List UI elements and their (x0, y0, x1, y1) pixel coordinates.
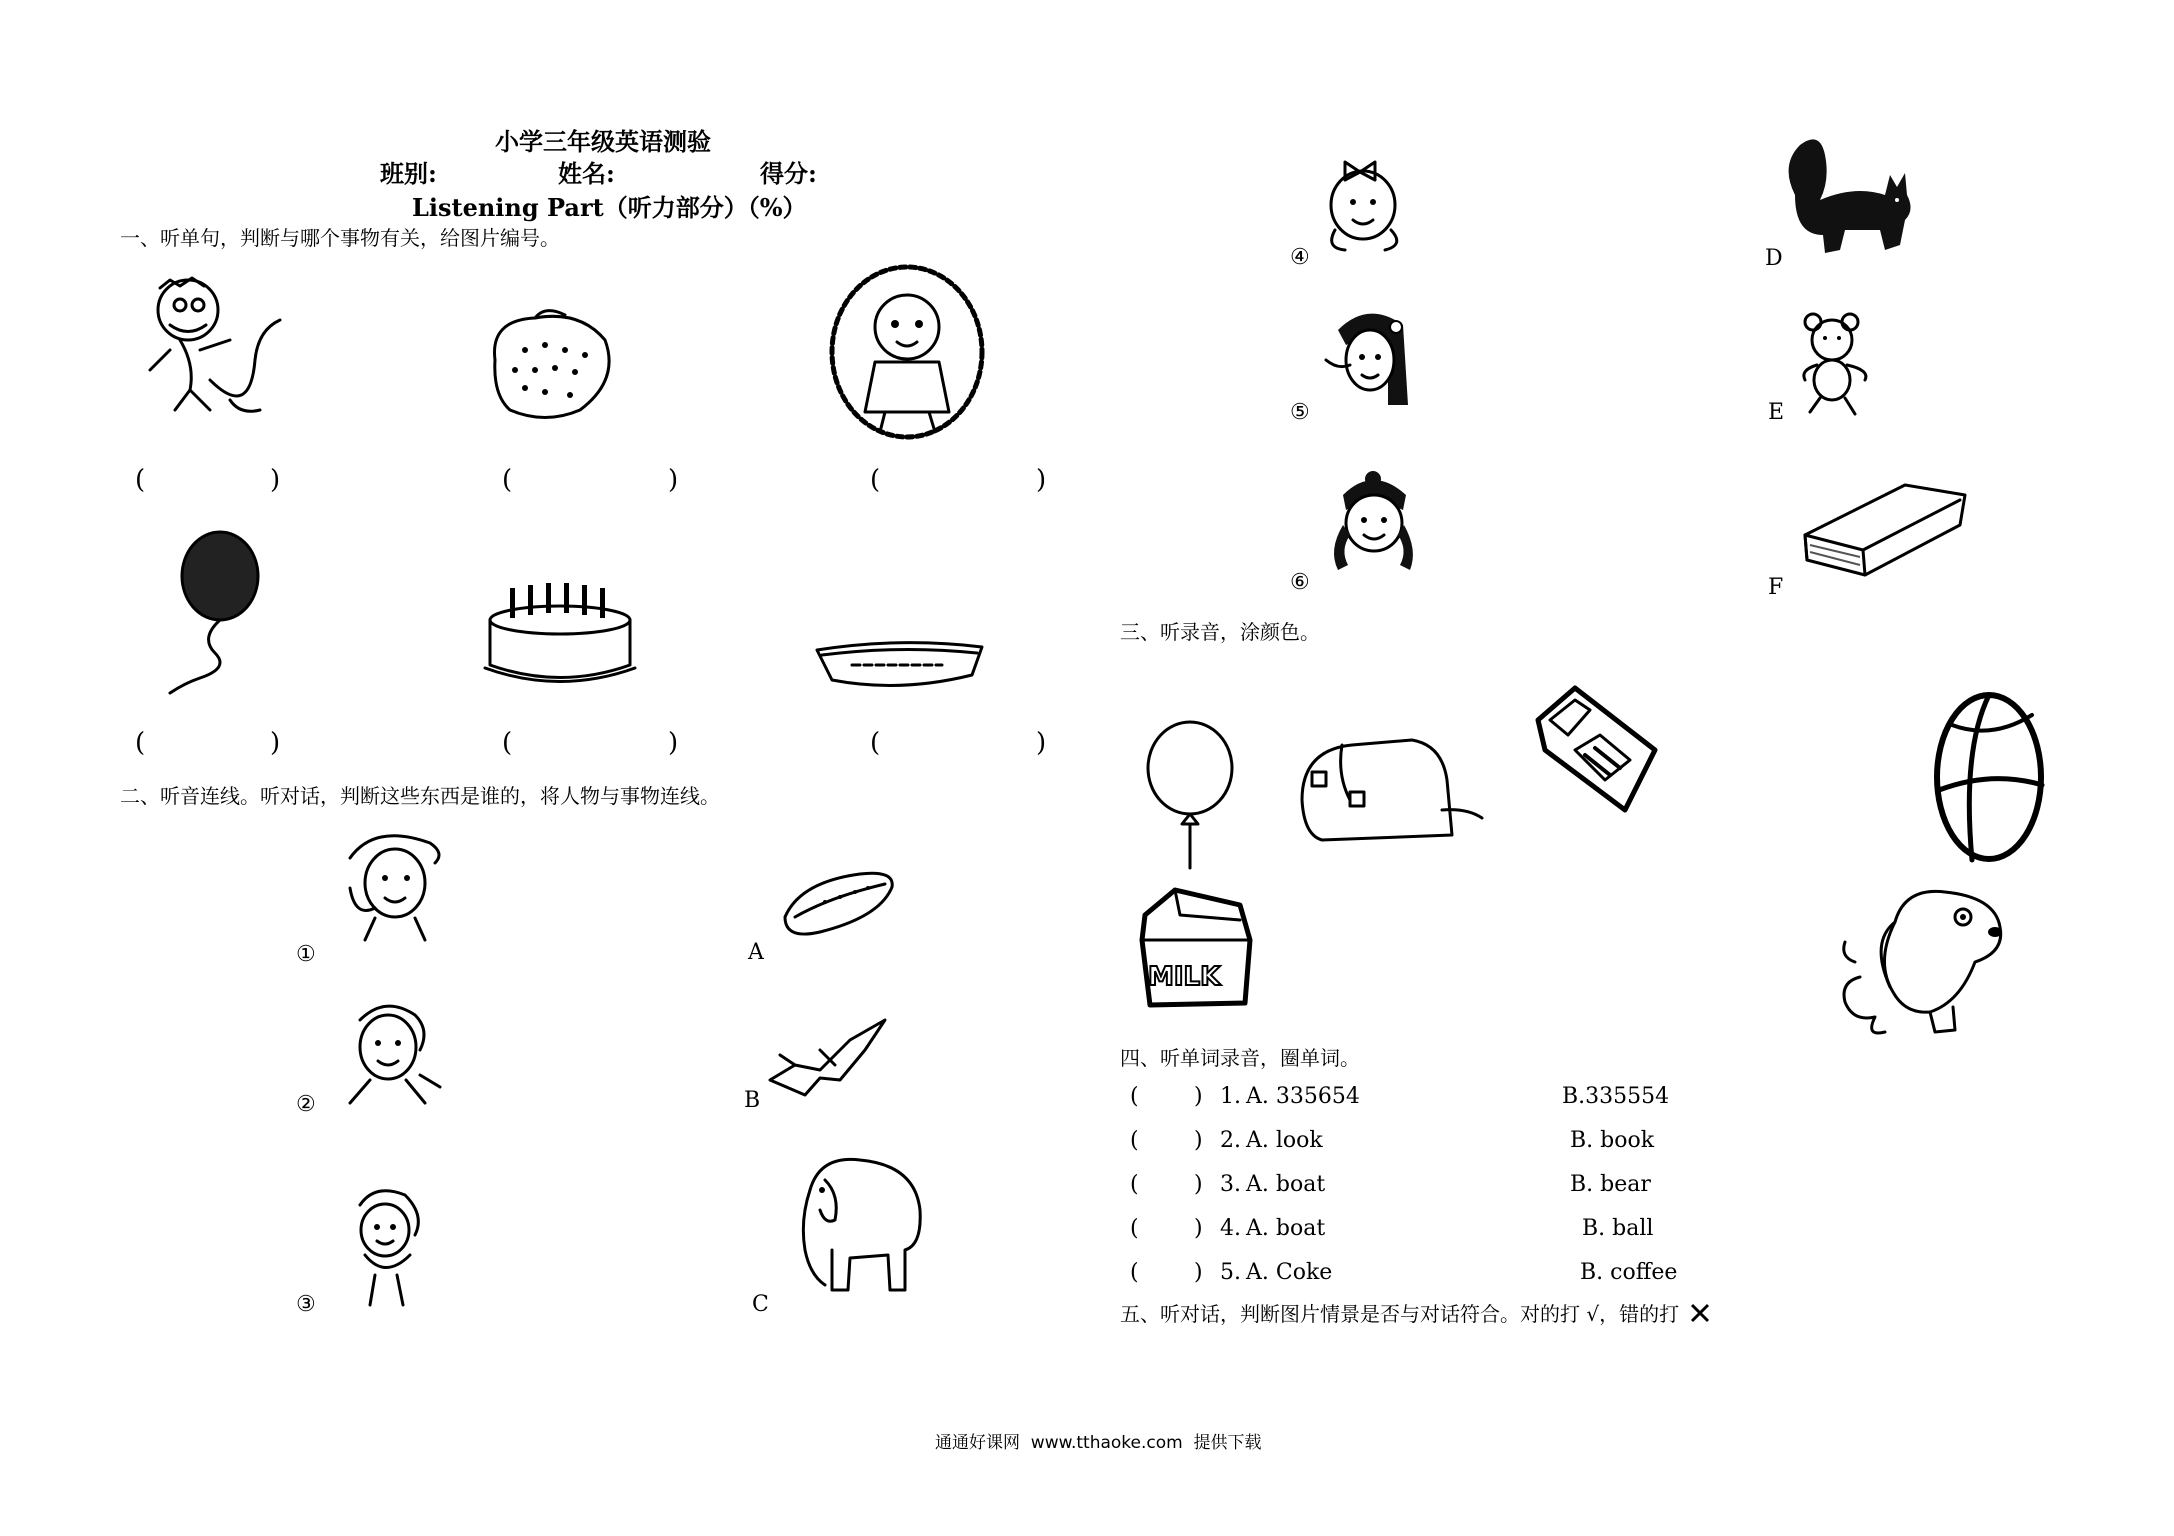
s1-paren-open-4: ( (135, 728, 146, 758)
footer-text: 通通好课网 www.tthaoke.com 提供下载 (935, 1433, 1262, 1453)
row-paren-open: ( (1130, 1216, 1139, 1241)
s1-paren-close-1: ) (270, 465, 281, 495)
section2-instruction: 二、听音连线。听对话，判断这些东西是谁的，将人物与事物连线。 (120, 784, 720, 808)
person-label-4: ④ (1290, 245, 1310, 270)
pencil-case-icon (1530, 680, 1665, 820)
option-a[interactable]: A. 335654 (1246, 1084, 1360, 1109)
section1-instruction: 一、听单句，判断与哪个事物有关，给图片编号。 (120, 226, 560, 250)
doll-icon (825, 262, 990, 442)
s1-paren-close-5: ) (668, 728, 679, 758)
book-icon (1795, 475, 1970, 585)
s1-paren-open-3: ( (870, 465, 881, 495)
s1-paren-close-6: ) (1036, 728, 1047, 758)
girl-pigtails-icon (1318, 465, 1428, 575)
boat-icon (812, 635, 987, 695)
row-paren-open: ( (1130, 1260, 1139, 1285)
monkey-icon (140, 270, 310, 430)
row-number: 5. (1220, 1260, 1241, 1285)
row-number: 3. (1220, 1172, 1241, 1197)
option-a[interactable]: A. Coke (1246, 1260, 1333, 1285)
cross-icon (1689, 1302, 1711, 1324)
thing-label-b: B (744, 1088, 761, 1113)
person-label-1: ① (296, 942, 316, 967)
class-label: 班别: (380, 159, 437, 188)
row-paren-close: ) (1194, 1260, 1203, 1285)
row-number: 1. (1220, 1084, 1241, 1109)
answer-row (1130, 1216, 1730, 1246)
section4-instruction: 四、听单词录音，圈单词。 (1120, 1046, 1360, 1070)
girl-short-hair-icon (335, 1185, 435, 1310)
option-b[interactable]: B. ball (1582, 1216, 1654, 1241)
thing-label-e: E (1768, 400, 1785, 425)
option-a[interactable]: A. boat (1246, 1216, 1326, 1241)
thing-label-c: C (752, 1292, 769, 1317)
person-label-3: ③ (296, 1292, 316, 1317)
s1-paren-close-2: ) (668, 465, 679, 495)
strawberry-icon (485, 300, 625, 430)
s1-paren-open-6: ( (870, 728, 881, 758)
milk-carton-text: MILK (1148, 962, 1221, 992)
s1-paren-open-1: ( (135, 465, 146, 495)
milk-carton-icon (1130, 885, 1255, 1010)
girl-long-hair-icon (1318, 305, 1418, 410)
s1-paren-close-4: ) (270, 728, 281, 758)
option-a[interactable]: A. look (1246, 1128, 1323, 1153)
person-label-6: ⑥ (1290, 570, 1310, 595)
basketball-icon (1932, 690, 2047, 865)
section3-instruction: 三、听录音，涂颜色。 (1120, 620, 1320, 644)
thing-label-a: A (748, 940, 764, 965)
s1-paren-open-5: ( (502, 728, 513, 758)
balloon-icon (160, 528, 270, 698)
row-paren-close: ) (1194, 1128, 1203, 1153)
name-label: 姓名: (558, 159, 615, 188)
section5-text: 五、听对话，判断图片情景是否与对话符合。对的打 √，错的打 (1120, 1302, 1680, 1326)
row-number: 2. (1220, 1128, 1241, 1153)
answer-row (1130, 1172, 1730, 1202)
s1-paren-close-3: ) (1036, 465, 1047, 495)
option-b[interactable]: B. book (1570, 1128, 1655, 1153)
row-paren-open: ( (1130, 1084, 1139, 1109)
option-a[interactable]: A. boat (1246, 1172, 1326, 1197)
row-paren-open: ( (1130, 1172, 1139, 1197)
section5-instruction (1120, 1298, 1711, 1327)
girl-bow-icon (1315, 150, 1415, 255)
school-bag-icon (1292, 730, 1487, 845)
birthday-cake-icon (480, 580, 640, 690)
person-label-5: ⑤ (1290, 400, 1310, 425)
answer-row (1130, 1128, 1730, 1158)
row-paren-close: ) (1194, 1172, 1203, 1197)
hot-dog-icon (780, 862, 900, 942)
part-title: Listening Part（听力部分）（%） (412, 193, 807, 222)
row-number: 4. (1220, 1216, 1241, 1241)
thing-label-f: F (1768, 575, 1784, 600)
answer-row (1130, 1260, 1730, 1290)
person-label-2: ② (296, 1092, 316, 1117)
plane-icon (760, 1010, 890, 1100)
page-title: 小学三年级英语测验 (495, 127, 711, 156)
row-paren-open: ( (1130, 1128, 1139, 1153)
thing-label-d: D (1765, 246, 1783, 271)
answer-row (1130, 1084, 1730, 1114)
cat-icon (1775, 125, 1925, 265)
option-b[interactable]: B.335554 (1562, 1084, 1670, 1109)
balloon-icon (1140, 720, 1240, 870)
elephant-icon (790, 1150, 930, 1300)
dog-icon (1835, 882, 2010, 1042)
option-b[interactable]: B. coffee (1580, 1260, 1678, 1285)
option-b[interactable]: B. bear (1570, 1172, 1651, 1197)
score-label: 得分: (760, 159, 817, 188)
row-paren-close: ) (1194, 1084, 1203, 1109)
girl-ponytail-icon (330, 995, 445, 1105)
boy-waving-icon (335, 828, 450, 943)
teddy-bear-icon (1795, 310, 1875, 420)
row-paren-close: ) (1194, 1216, 1203, 1241)
s1-paren-open-2: ( (502, 465, 513, 495)
